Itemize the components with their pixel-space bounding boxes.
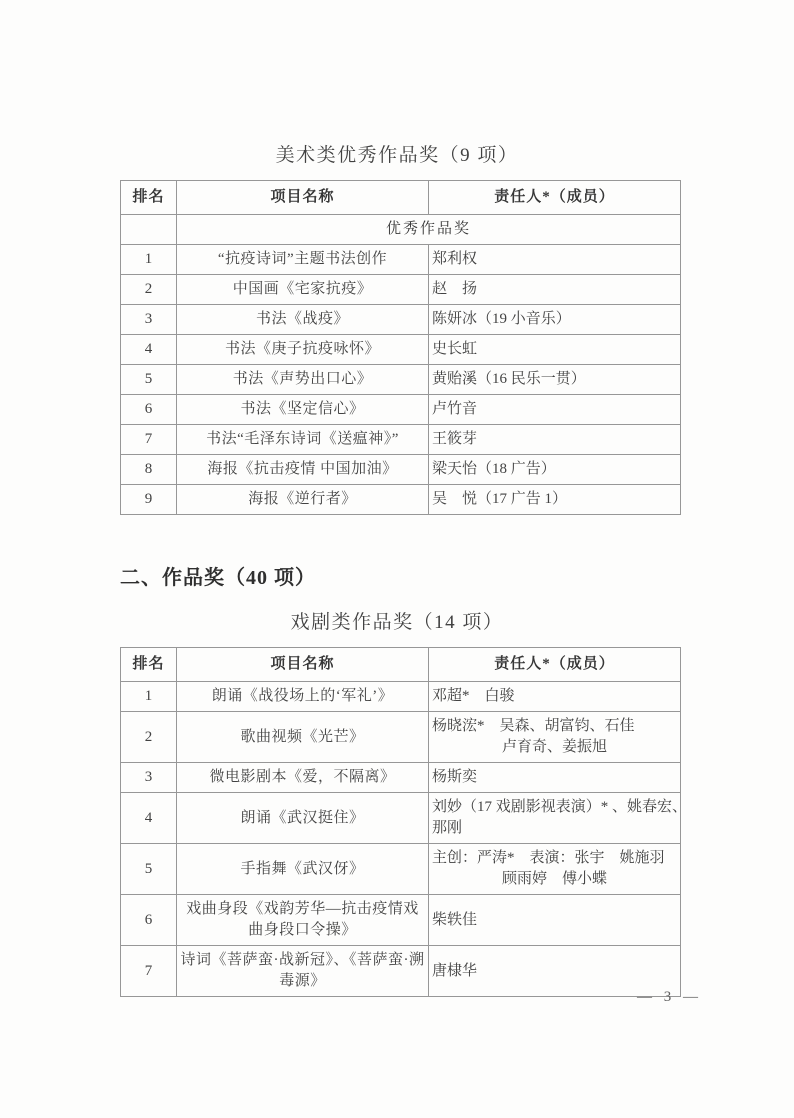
- table-row: [121, 335, 681, 365]
- rank-cell: 9: [121, 485, 177, 515]
- rank-cell: 3: [121, 305, 177, 335]
- rank-cell: 7: [121, 425, 177, 455]
- project-cell: 海报《抗击疫情 中国加油》: [177, 455, 429, 485]
- person-cell: [429, 335, 681, 365]
- table-row: [121, 305, 681, 335]
- person-line: 杨斯奕: [432, 769, 478, 785]
- project-cell: 歌曲视频《光芒》: [177, 712, 429, 763]
- table-row: [121, 275, 681, 305]
- rank-cell: 1: [121, 682, 177, 712]
- person-cell: [429, 395, 681, 425]
- person-line: 刘妙（17 戏剧影视表演）* 、姚春宏、: [432, 799, 688, 815]
- table-row: [121, 895, 681, 946]
- person-cell: [429, 682, 681, 712]
- person-line: 陈妍冰（19 小音乐）: [432, 311, 571, 327]
- person-line: 史长虹: [432, 341, 478, 357]
- person-line: 柴轶佳: [432, 911, 478, 928]
- rank-cell: 6: [121, 895, 177, 946]
- person-line: 梁天怡（18 广告）: [432, 461, 556, 477]
- person-cell: [429, 425, 681, 455]
- table-row: [121, 455, 681, 485]
- table-row: [121, 485, 681, 515]
- project-cell: 手指舞《武汉伢》: [177, 844, 429, 895]
- person-line: 邓超* 白骏: [432, 688, 515, 704]
- person-cell: [429, 455, 681, 485]
- person-line: 王筱芽: [432, 431, 478, 447]
- person-cell: [429, 844, 681, 895]
- table-header-row: [121, 181, 681, 215]
- subheader-empty-cell: [121, 215, 177, 245]
- table-subheader-row: [121, 215, 681, 245]
- project-cell: 书法《声势出口心》: [177, 365, 429, 395]
- art-awards-table: [120, 180, 681, 515]
- person-cell: [429, 793, 688, 844]
- header-person: 责任人*（成员）: [429, 181, 681, 215]
- section-heading: 二、作品奖（40 项）: [120, 567, 316, 589]
- person-cell: [429, 763, 681, 793]
- person-line: 卢育奇、姜振旭: [501, 739, 607, 755]
- table-row: [121, 395, 681, 425]
- rank-cell: 4: [121, 793, 177, 844]
- header-rank: 排名: [121, 648, 177, 682]
- project-cell: 中国画《宅家抗疫》: [177, 275, 429, 305]
- person-line: 吴 悦（17 广告 1）: [432, 491, 568, 507]
- project-cell: 书法《坚定信心》: [177, 395, 429, 425]
- project-cell: 书法《庚子抗疫咏怀》: [177, 335, 429, 365]
- rank-cell: 1: [121, 245, 177, 275]
- drama-awards-table: [120, 647, 688, 997]
- rank-cell: 8: [121, 455, 177, 485]
- person-cell: [429, 365, 681, 395]
- table-row: [121, 793, 681, 844]
- person-line: 郑利权: [432, 251, 478, 267]
- person-line: 赵 扬: [432, 281, 478, 297]
- project-cell: 书法“毛泽东诗词《送瘟神》”: [177, 425, 429, 455]
- person-cell: [429, 245, 681, 275]
- person-cell: [429, 305, 681, 335]
- project-cell: 书法《战疫》: [177, 305, 429, 335]
- person-line: 黄贻溪（16 民乐一贯）: [432, 371, 586, 387]
- project-cell: 戏曲身段《戏韵芳华—抗击疫情戏曲身段口令操》: [177, 895, 429, 946]
- table-row: [121, 712, 681, 763]
- person-cell: [429, 712, 681, 763]
- table-row: [121, 365, 681, 395]
- rank-cell: 5: [121, 844, 177, 895]
- person-line: 杨晓浤* 吴森、胡富钧、石佳: [432, 718, 635, 734]
- person-cell: [429, 895, 681, 946]
- table-row: [121, 844, 681, 895]
- table-row: [121, 245, 681, 275]
- rank-cell: 2: [121, 712, 177, 763]
- subheader-label: 优秀作品奖: [177, 215, 681, 245]
- person-line: 那刚: [432, 820, 463, 836]
- project-cell: 诗词《菩萨蛮·战新冠》、《菩萨蛮·溯毒源》: [177, 946, 429, 997]
- header-project: 项目名称: [177, 181, 429, 215]
- drama-awards-title: 戏剧类作品奖（14 项）: [290, 612, 504, 633]
- table-row: [121, 763, 681, 793]
- table-header-row: [121, 648, 681, 682]
- rank-cell: 4: [121, 335, 177, 365]
- table-row: [121, 682, 681, 712]
- person-line: 顾雨婷 傅小蝶: [501, 871, 607, 887]
- table-row: [121, 946, 681, 997]
- rank-cell: 6: [121, 395, 177, 425]
- header-project: 项目名称: [177, 648, 429, 682]
- art-awards-title: 美术类优秀作品奖（9 项）: [275, 145, 519, 166]
- rank-cell: 3: [121, 763, 177, 793]
- project-cell: 海报《逆行者》: [177, 485, 429, 515]
- person-line: 唐棣华: [432, 962, 478, 979]
- person-line: 主创：严涛* 表演：张宇 姚施羽: [432, 850, 665, 866]
- person-line: 卢竹音: [432, 401, 478, 417]
- project-cell: 微电影剧本《爱，不隔离》: [177, 763, 429, 793]
- project-cell: 朗诵《战役场上的‘军礼’》: [177, 682, 429, 712]
- rank-cell: 7: [121, 946, 177, 997]
- page-number: — 3 —: [637, 989, 702, 1005]
- table-row: [121, 425, 681, 455]
- rank-cell: 2: [121, 275, 177, 305]
- header-person: 责任人*（成员）: [429, 648, 681, 682]
- project-cell: “抗疫诗词”主题书法创作: [177, 245, 429, 275]
- person-cell: [429, 485, 681, 515]
- header-rank: 排名: [121, 181, 177, 215]
- rank-cell: 5: [121, 365, 177, 395]
- project-cell: 朗诵《武汉挺住》: [177, 793, 429, 844]
- person-cell: [429, 275, 681, 305]
